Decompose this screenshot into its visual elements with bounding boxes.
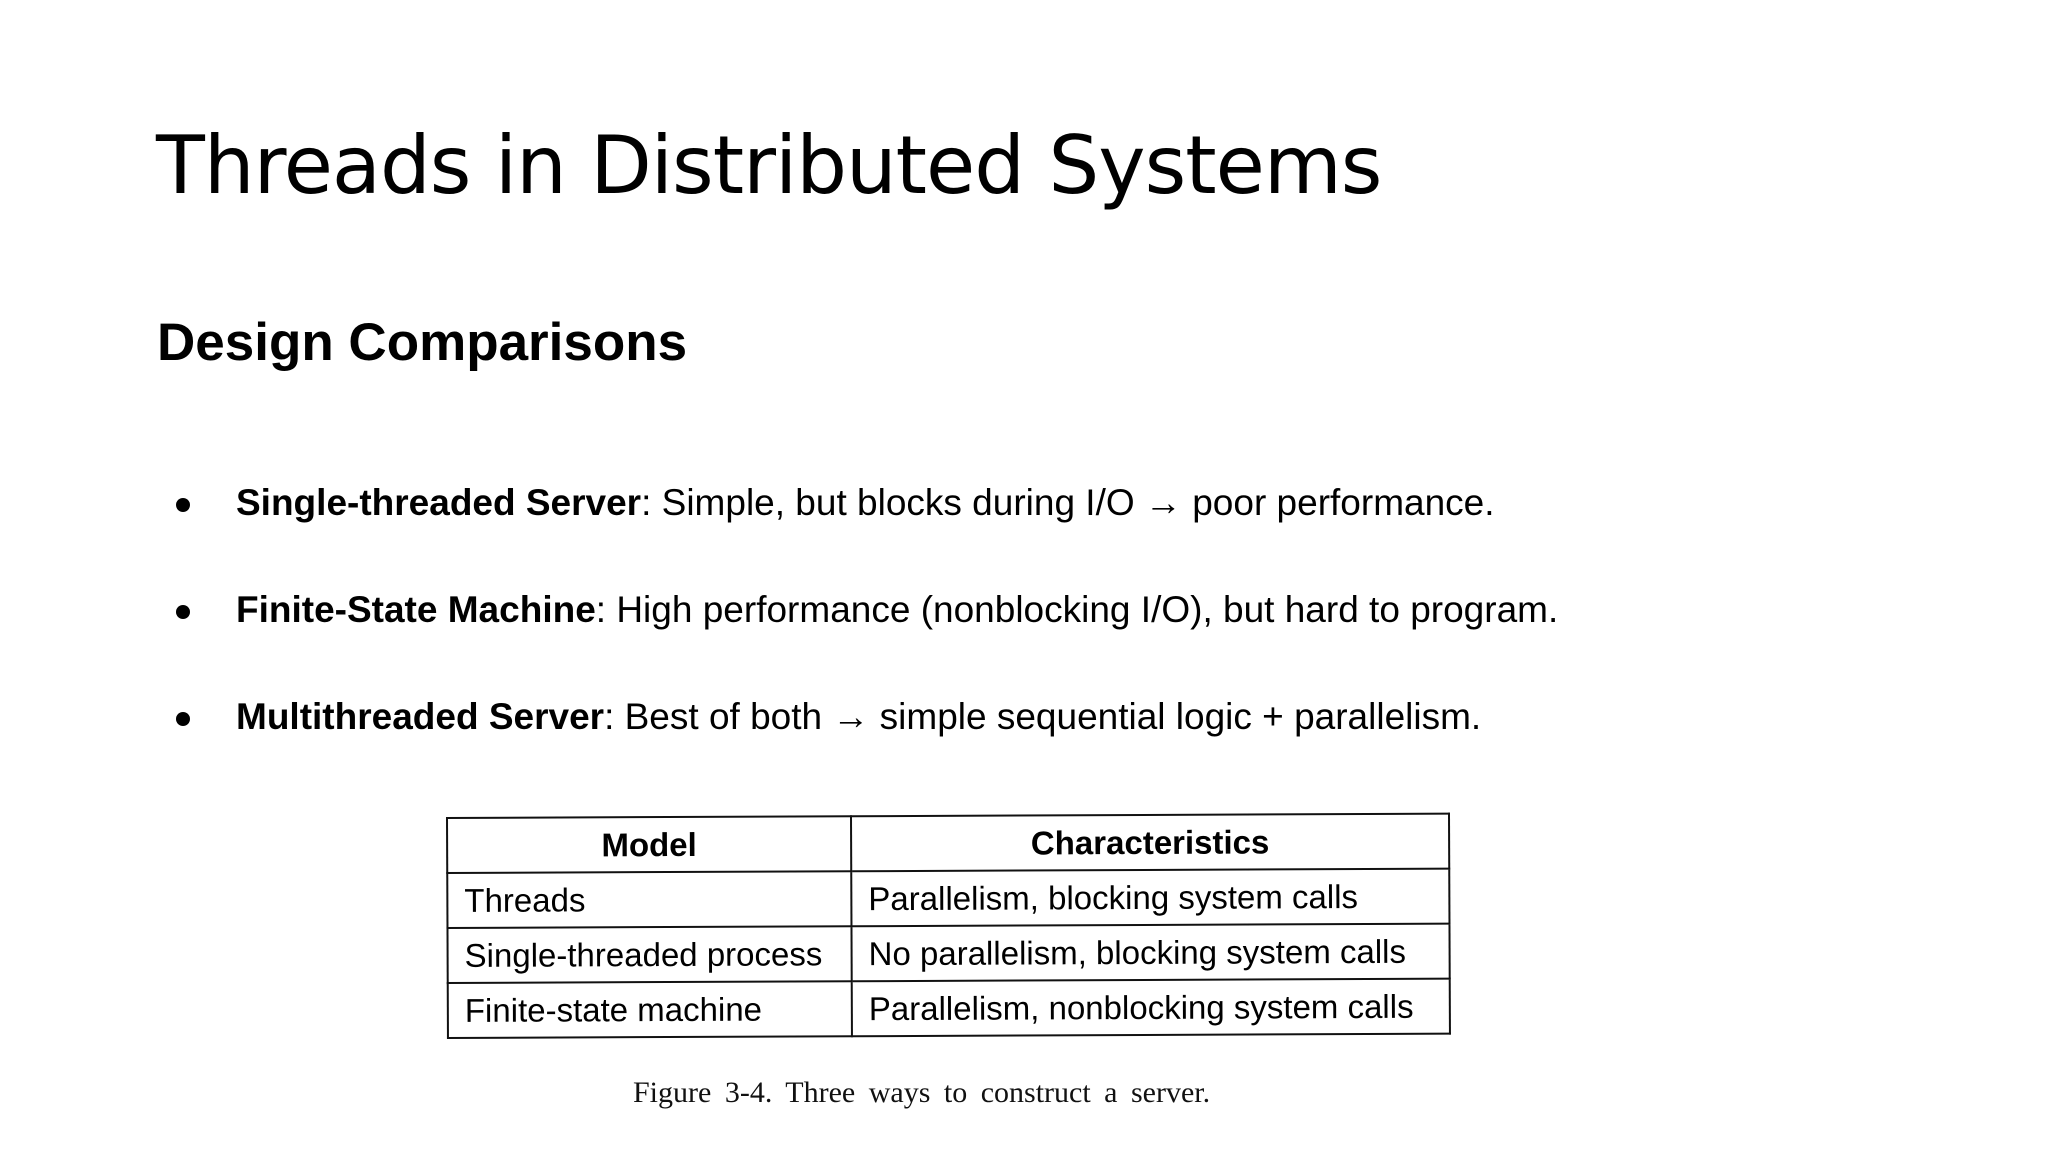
bullet-term: Single-threaded Server [236,482,642,523]
table-header-row [447,814,1449,873]
table-cell-characteristics: No parallelism, blocking system calls [851,924,1449,982]
bullet-description: : High performance (nonblocking I/O), but hard to program. [595,589,1559,630]
figure-caption: Figure 3-4. Three ways to construct a server. [633,1076,1211,1109]
table-cell-model: Finite-state machine [448,981,852,1038]
bullet-description: : Best of both → simple sequential logic + parallelism. [604,696,1482,737]
table-row [447,924,1449,983]
table-cell-characteristics: Parallelism, nonblocking system calls [852,979,1450,1037]
slide-title: Threads in Distributed Systems [156,119,1382,212]
bullet-dot-icon [176,712,190,726]
table-cell-characteristics: Parallelism, blocking system calls [851,869,1449,927]
bullet-text [236,476,1495,530]
column-header-characteristics: Characteristics [851,814,1449,872]
bullet-text [236,690,1481,744]
comparison-table [446,813,1451,1039]
table-cell-model: Single-threaded process [447,926,851,983]
table-row [447,869,1449,928]
column-header-model: Model [447,816,851,873]
slide-subtitle: Design Comparisons [157,313,688,372]
bullet-description: : Simple, but blocks during I/O → poor performance. [641,482,1495,523]
table-cell-model: Threads [447,871,851,928]
bullet-dot-icon [176,498,190,512]
bullet-term: Finite-State Machine [236,589,596,630]
table-row [448,979,1450,1038]
bullet-text [236,583,1558,637]
bullet-term: Multithreaded Server [236,696,605,737]
bullet-dot-icon [176,605,190,619]
